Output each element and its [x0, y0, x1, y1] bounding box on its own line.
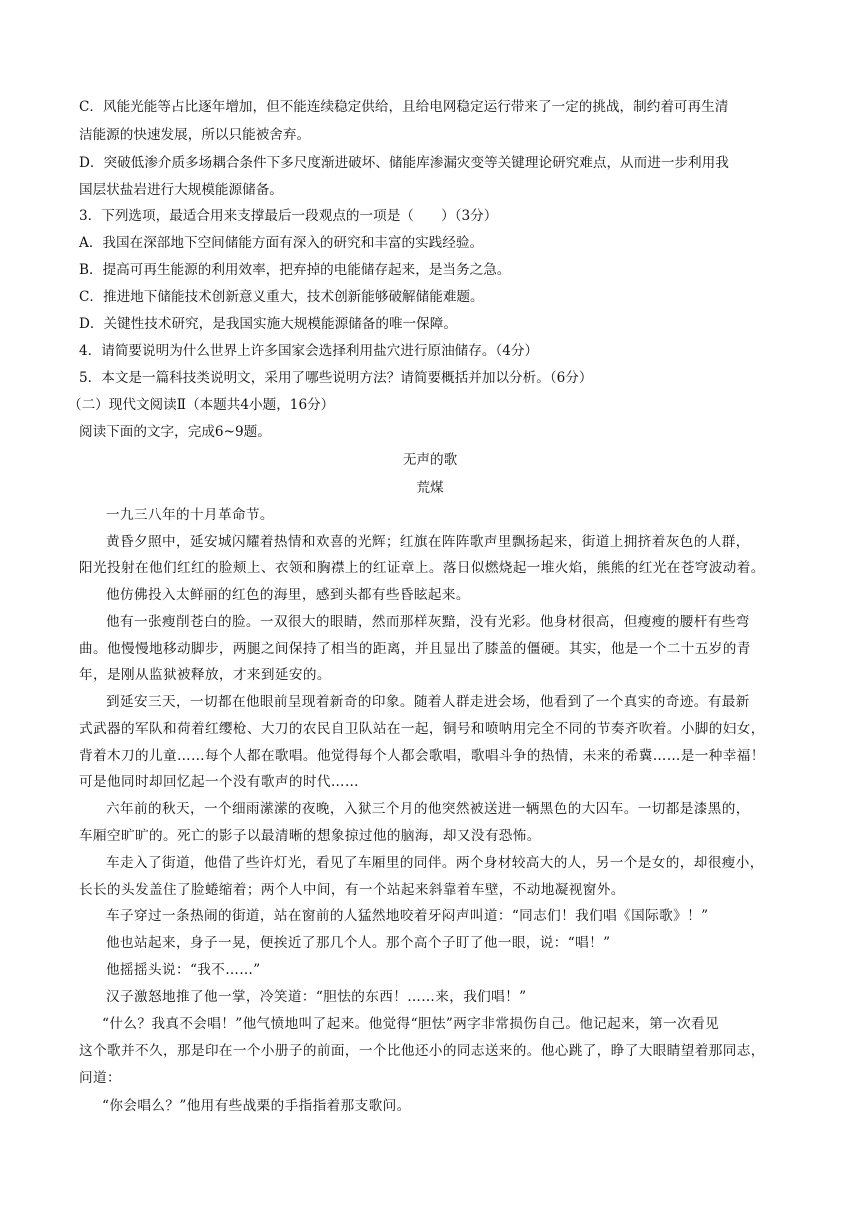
story-paragraph-5-line-2: 式武器的军队和荷着红缨枪、大刀的农民自卫队站在一起，铜号和喷呐用完全不同的节奏齐吹着。小脚的妇女， [79, 721, 765, 737]
story-title: 无声的歌 [402, 452, 458, 468]
question-4: 4．请简要说明为什么世界上许多国家会选择利用盐穴进行原油储存。（4分） [79, 343, 539, 359]
story-paragraph-6-line-2: 车厢空旷旷的。死亡的影子以最清晰的想象掠过他的脑海，却又没有恐怖。 [79, 828, 541, 844]
section-heading: （二）现代文阅读Ⅱ（本题共4小题，16分） [68, 397, 335, 413]
story-paragraph-1: 一九三八年的十月革命节。 [106, 507, 274, 523]
q3-option-d: D．关键性技术研究，是我国实施大规模能源储备的唯一保障。 [79, 316, 457, 332]
story-paragraph-12-line-3: 问道： [79, 1070, 121, 1086]
story-paragraph-11: 汉子激怒地推了他一掌，冷笑道：“胆怯的东西！……来，我们唱！” [106, 989, 527, 1005]
q3-option-c: C．推进地下储能技术创新意义重大，技术创新能够破解储能难题。 [79, 289, 484, 305]
story-paragraph-10: 他摇摇头说：“我不……” [106, 962, 261, 978]
story-paragraph-3: 他仿佛投入太鲜丽的红色的海里，感到头都有些昏眩起来。 [106, 587, 470, 603]
story-paragraph-4-line-2: 曲。他慢慢地移动脚步，两腿之间保持了相当的距离，并且显出了膝盖的僵硬。其实，他是一个二十五岁的青 [79, 641, 751, 657]
option-d-line-2: 国层状盐岩进行大规模能源储备。 [79, 182, 283, 198]
story-paragraph-5-line-3: 背着木刀的儿童……每个人都在歌唱。他觉得每个人都会歌唱，歌唱斗争的热情，未来的希冀……是一种幸福！ [79, 748, 765, 764]
story-paragraph-9: 他也站起来，身子一晃，便挨近了那几个人。那个高个子盯了他一眼，说：“唱！” [106, 935, 611, 951]
story-paragraph-5-line-1: 到延安三天，一切都在他眼前呈现着新奇的印象。随着人群走进会场，他看到了一个真实的奇迹。有最新 [106, 694, 750, 710]
question-3: 3．下列选项，最适合用来支撑最后一段观点的一项是（ ）（3分） [79, 208, 498, 224]
story-paragraph-6-line-1: 六年前的秋天，一个细雨潆潆的夜晚，入狱三个月的他突然被送进一辆黑色的大囚车。一切都是漆黑的， [106, 801, 750, 817]
story-paragraph-4-line-3: 年，是刚从监狱被释放，才来到延安的。 [79, 667, 331, 683]
question-5: 5．本文是一篇科技类说明文，采用了哪些说明方法？请简要概括并加以分析。（6分） [79, 370, 593, 386]
q3-option-b: B．提高可再生能源的利用效率，把弃掉的电能储存起来，是当务之急。 [79, 262, 511, 278]
option-c-line-1: C．风能光能等占比逐年增加，但不能连续稳定供给，且给电网稳定运行带来了一定的挑战，制约着可再生清 [79, 99, 729, 115]
story-paragraph-7-line-2: 长长的头发盖住了脸蜷缩着；两个人中间，有一个站起来斜靠着车壁，不动地凝视窗外。 [79, 882, 625, 898]
story-paragraph-12-line-1: “什么？我真不会唱！”他气愤地叫了起来。他觉得“胆怯”两字非常损伤自己。他记起来，第一次看见 [102, 1016, 720, 1032]
story-paragraph-2-line-2: 阳光投射在他们红红的脸颊上、衣领和胸襟上的红证章上。落日似燃烧起一堆火焰，熊熊的红光在苍穹波动着。 [79, 560, 765, 576]
story-author: 荒煤 [416, 480, 444, 496]
option-c-line-2: 洁能源的快速发展，所以只能被舍弃。 [79, 127, 311, 143]
story-paragraph-2-line-1: 黄昏夕照中，延安城闪耀着热情和欢喜的光辉；红旗在阵阵歌声里飘扬起来，街道上拥挤着灰色的人群， [106, 534, 750, 550]
story-paragraph-12-line-2: 这个歌并不久，那是印在一个小册子的前面，一个比他还小的同志送来的。他心跳了，睁了大眼睛望着那同志， [79, 1043, 765, 1059]
story-paragraph-4-line-1: 他有一张瘦削苍白的脸。一双很大的眼睛，然而那样灰黯，没有光彩。他身材很高，但瘦瘦的腰杆有些弯 [106, 614, 750, 630]
story-paragraph-8: 车子穿过一条热闹的街道，站在窗前的人猛然地咬着牙闷声叫道：“同志们！我们唱《国际歌》！” [106, 908, 709, 924]
story-paragraph-5-line-4: 可是他同时却回忆起一个没有歌声的时代…… [79, 774, 359, 790]
q3-option-a: A．我国在深部地下空间储能方面有深入的研究和丰富的实践经验。 [79, 235, 484, 251]
option-d-line-1: D．突破低渗介质多场耦合条件下多尺度渐进破坏、储能库渗漏灾变等关键理论研究难点，从而进一步利用我 [79, 155, 729, 171]
story-paragraph-13: “你会唱么？”他用有些战栗的手指指着那支歌问。 [102, 1098, 411, 1114]
reading-instruction: 阅读下面的文字，完成6~9题。 [79, 424, 271, 440]
story-paragraph-7-line-1: 车走入了街道，他借了些许灯光，看见了车厢里的同伴。两个身材较高大的人，另一个是女的，却很瘦小， [106, 855, 764, 871]
